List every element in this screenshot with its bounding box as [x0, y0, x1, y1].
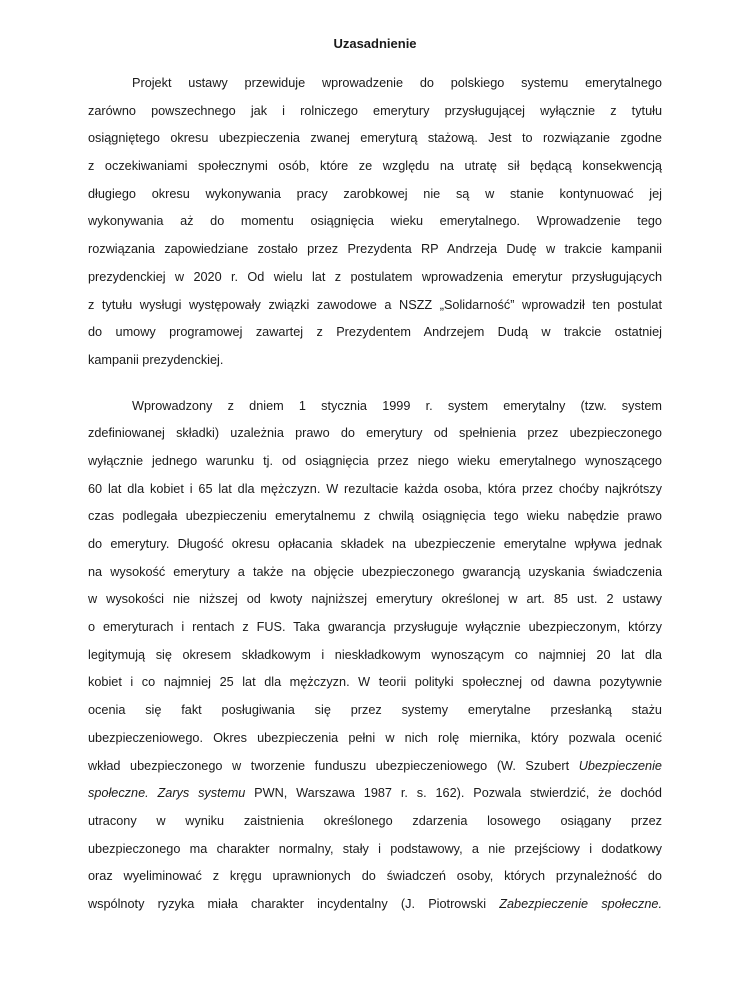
text-line: 60 lat dla kobiet i 65 lat dla mężczyzn. W rezultacie każda osoba, która przez choćby najkrótszy: [88, 481, 662, 496]
citation-title: Ubezpieczenie: [578, 758, 662, 773]
text-line: ubezpieczonego ma charakter normalny, stały i podstawowy, a nie przejściowy i dodatkowy: [88, 841, 662, 856]
text-segment: PWN, Warszawa 1987 r. s. 162). Pozwala stwierdzić, że dochód: [245, 786, 662, 801]
text-line: w wysokości nie niższej od kwoty najniższej emerytury określonej w art. 85 ust. 2 ustawy: [88, 592, 662, 607]
text-line: kampanii prezydenckiej.: [88, 352, 224, 367]
text-line: prezydenckiej w 2020 r. Od wielu lat z postulatem wprowadzenia emerytur przysługujących: [88, 269, 662, 284]
text-line: na wysokość emerytury a także na objęcie ubezpieczonego gwarancją uzyskania świadczenia: [88, 564, 662, 579]
document-title: Uzasadnienie: [333, 36, 417, 51]
text-line: Projekt ustawy przewiduje wprowadzenie do polskiego systemu emerytalnego: [132, 76, 662, 90]
text-line: do umowy programowej zawartej z Prezydentem Andrzejem Dudą w trakcie ostatniej: [88, 325, 662, 340]
text-line: o emeryturach i rentach z FUS. Taka gwarancja przysługuje wyłącznie ubezpieczonym, którzy: [88, 620, 662, 635]
text-line: ubezpieczeniowego. Okres ubezpieczenia pełni w nich rolę miernika, który pozwala ocenić: [88, 730, 662, 745]
text-line: czas podlegała ubezpieczeniu emerytalnemu z chwilą osiągnięcia tego wieku nabędzie prawo: [88, 509, 662, 524]
text-line: oraz wyeliminować z kręgu uprawnionych do świadczeń osoby, których przynależność do: [88, 869, 662, 884]
text-line: utracony w wyniku zaistnienia określonego zdarzenia losowego osiągany przez: [88, 813, 662, 828]
text-segment: wspólnoty ryzyka miała charakter incydentalny (J. Piotrowski: [88, 896, 500, 911]
text-line: kobiet i co najmniej 25 lat dla mężczyzn. W teorii polityki społecznej od dawna pozytywnie: [88, 675, 662, 690]
text-line: do emerytury. Długość okresu opłacania składek na ubezpieczenie emerytalne wpływa jednak: [88, 537, 662, 551]
text-line: [88, 753, 662, 781]
text-line: z tytułu wysługi występowały związki zawodowe a NSZZ „Solidarność” wprowadził ten postulat: [88, 297, 662, 312]
text-line: zdefiniowanej składki) uzależnia prawo do emerytury od spełnienia przez ubezpieczonego: [88, 426, 662, 441]
text-line: długiego okresu wykonywania pracy zarobkowej nie są w stanie kontynuować jej: [88, 186, 662, 201]
citation-title: Zabezpieczenie społeczne.: [499, 896, 662, 911]
citation-title: społeczne. Zarys systemu: [88, 786, 246, 801]
paragraph-1: [88, 70, 662, 375]
paragraph-2: [88, 393, 662, 919]
text-segment: wkład ubezpieczonego w tworzenie funduszu ubezpieczeniowego (W. Szubert: [88, 758, 579, 773]
text-line: [88, 780, 662, 808]
text-line: wyłącznie jednego warunku tj. od osiągnięcia przez niego wieku emerytalnego wynoszącego: [88, 453, 662, 468]
text-line: [88, 891, 662, 919]
text-line: Wprowadzony z dniem 1 stycznia 1999 r. system emerytalny (tzw. system: [132, 398, 662, 413]
text-line: z oczekiwaniami społecznymi osób, które ze względu na utratę sił będącą konsekwencją: [88, 159, 662, 174]
text-line: zarówno powszechnego jak i rolniczego emerytury przysługującej wyłącznie z tytułu: [88, 103, 662, 118]
text-line: legitymują się okresem składkowym i nieskładkowym wynoszącym co najmniej 20 lat dla: [88, 647, 662, 662]
document-page: [88, 34, 662, 919]
paragraph-spacer: [88, 375, 662, 393]
text-line: ocenia się fakt posługiwania się przez systemy emerytalne przesłanką stażu: [88, 703, 662, 718]
text-line: rozwiązania zapowiedziane zostało przez Prezydenta RP Andrzeja Dudę w trakcie kampanii: [88, 242, 662, 257]
text-line: wykonywania aż do momentu osiągnięcia wieku emerytalnego. Wprowadzenie tego: [88, 214, 662, 229]
text-line: osiągniętego okresu ubezpieczenia zwanej emeryturą stażową. Jest to rozwiązanie zgodne: [88, 131, 662, 146]
